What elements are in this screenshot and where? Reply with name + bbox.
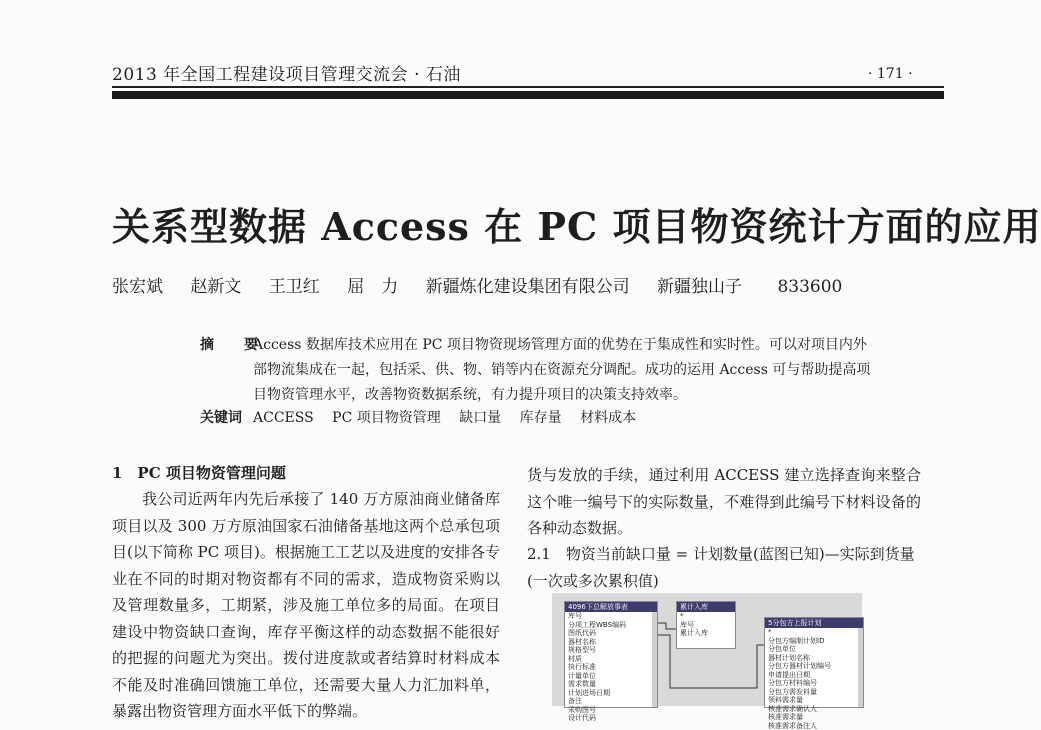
article-title: 关系型数据 Access 在 PC 项目物资统计方面的应用 (112, 196, 1041, 251)
affiliation: 新疆炼化建设集团有限公司 (426, 277, 630, 297)
keyword: 库存量 (520, 410, 562, 426)
field-item: 分包单位 (765, 645, 863, 654)
author-name: 赵新文 (190, 277, 241, 297)
running-header: 2013 年全国工程建设项目管理交流会 · 石油 (112, 60, 461, 85)
field-item: 备注 (565, 697, 657, 706)
field-item: 计量单位 (565, 672, 657, 681)
abstract-text: Access 数据库技术应用在 PC 项目物资现场管理方面的优势在于集成性和实时性。可以对项目内外部物流集成在一起，包括采、供、物、销等内在资源充分调配。成功的运用 Access 可与帮助提高项目物资管理水平，改善物资数据系统，有力提升项目的决策支持效率。 (253, 333, 873, 408)
field-item: 领料需求量 (765, 696, 863, 705)
keyword: PC 项目物资管理 (332, 410, 441, 426)
section-heading-2-1: 2.1 物资当前缺口量 = 计划数量(蓝图已知)—实际到货量(一次或多次累积值) (527, 541, 921, 594)
field-item: 核准需求确认人 (765, 705, 863, 714)
keywords-label: 关键词 (200, 407, 242, 427)
keyword: ACCESS (253, 410, 314, 426)
location: 新疆独山子 (657, 277, 742, 297)
field-item: 分包方需发料量 (765, 688, 863, 697)
field-item: 核准需求备注人 (765, 722, 863, 730)
author-line (112, 272, 842, 297)
header-rule-thick (112, 91, 944, 99)
field-item: 库号 (677, 621, 735, 630)
field-item: 设计代码 (565, 714, 657, 723)
table-title: 4096下总解放事表 (565, 602, 657, 612)
keyword: 材料成本 (580, 410, 636, 426)
field-item: 核准需求量 (765, 713, 863, 722)
field-item: 分包方材料编号 (765, 679, 863, 688)
field-item: 库号 (565, 612, 657, 621)
section1-paragraph: 我公司近两年内先后承接了 140 万方原油商业储备库项目以及 300 万方原油国家石油储备基地这两个总承包项目(以下简称 PC 项目)。根据施工工艺以及进度的安排各专业在不同的时期对物资都有不同的需求，造成物资采购以及管理数量多，工期紧，涉及施工单位多的局面。在项目建设中物资缺口查询，库存平衡这样的动态数据不能很好的把握的问题尤为突出。拨付进度款或者结算时材料成本不能及时准确回馈施工单位，还需要大量人力汇加料单，暴露出物资管理方面水平低下的弊端。 (112, 486, 500, 725)
field-item: 采购图号 (565, 706, 657, 715)
keyword: 缺口量 (459, 410, 501, 426)
table-title: 5分包方上报计划 (765, 618, 863, 628)
field-item: 累计入库 (677, 629, 735, 638)
field-item: * (765, 628, 863, 637)
scrollbar[interactable] (858, 628, 863, 707)
header-rule-thin (112, 86, 944, 88)
field-item: 规格型号 (565, 646, 657, 655)
postal-code: 833600 (777, 277, 842, 297)
field-item: 材质 (565, 655, 657, 664)
field-item: 计划进场日期 (565, 689, 657, 698)
field-item: 执行标准 (565, 663, 657, 672)
field-item: * (677, 612, 735, 621)
field-item: 需求数量 (565, 680, 657, 689)
field-item: 申请提出日期 (765, 671, 863, 680)
scrollbar[interactable] (652, 612, 657, 707)
table-title: 累计入库 (677, 602, 735, 612)
field-item: 分项工程WBS编码 (565, 621, 657, 630)
field-item: 分包方器材计划编号 (765, 662, 863, 671)
query-design-figure (552, 593, 862, 706)
field-list-table (564, 601, 658, 708)
author-name: 王卫红 (269, 277, 320, 297)
section-heading-1: 1 PC 项目物资管理问题 (112, 462, 286, 483)
field-item: 分包方编制计划ID (765, 637, 863, 646)
author-name: 张宏斌 (112, 277, 163, 297)
field-item: 器材名称 (565, 638, 657, 647)
keywords-list (253, 407, 650, 427)
field-list-table (676, 601, 736, 649)
abstract-label: 摘 要 (200, 334, 266, 354)
field-item: 器材计划名称 (765, 654, 863, 663)
author-name: 屈 力 (347, 277, 398, 297)
field-list-table (764, 617, 864, 708)
right-column (527, 462, 921, 542)
field-item: 图纸代码 (565, 629, 657, 638)
right-paragraph: 货与发放的手续，通过利用 ACCESS 建立选择查询来整合这个唯一编号下的实际数量，不难得到此编号下材料设备的各种动态数据。 (527, 462, 921, 542)
page-number: · 171 · (868, 66, 913, 82)
left-column (112, 486, 500, 725)
